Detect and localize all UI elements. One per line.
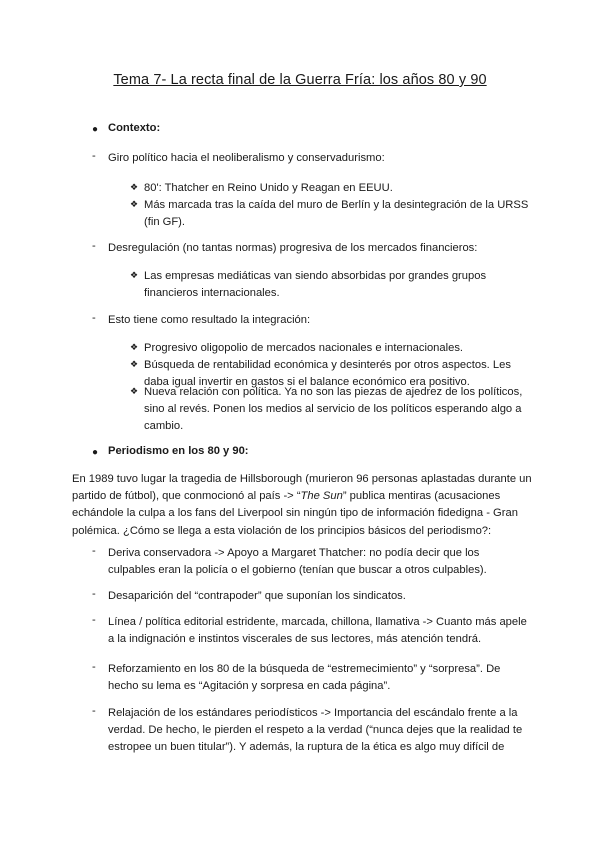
intro-text-before: En 1989 tuvo lugar la tragedia de Hillsborough (murieron 96 personas aplastadas durante un partido de fútbol), que conmocionó al país -> “ xyxy=(72,473,532,503)
context-subitem-3-2: Búsqueda de rentabilidad económica y desinterés por otros aspectos. Les daba igual invertir en gastos si el balance económico era positivo. xyxy=(144,359,511,389)
page-title: Tema 7- La recta final de la Guerra Fría: los años 80 y 90 xyxy=(113,72,487,88)
press-item-3: Línea / política editorial estridente, marcada, chillona, llamativa -> Cuanto más apele a la indignación e instintos viscerales de sus lectores, más atención tendrá. xyxy=(108,616,527,646)
section-heading-contexto: Contexto: xyxy=(108,122,161,134)
bullet-dot: ● xyxy=(92,124,99,135)
press-item-1: Deriva conservadora -> Apoyo a Margaret Thatcher: no podía decir que los culpables eran la policía o el gobierno (tenían que buscar a otros culpables). xyxy=(108,547,487,577)
context-item-1: Giro político hacia el neoliberalismo y conservadurismo: xyxy=(108,152,385,164)
context-item-3: Esto tiene como resultado la integración: xyxy=(108,314,311,326)
diamond-bullet-icon: ❖ xyxy=(130,270,139,280)
context-subitem-1-2: Más marcada tras la caída del muro de Berlín y la desintegración de la URSS (fin GF). xyxy=(144,199,529,229)
context-subitem-1-1: 80': Thatcher en Reino Unido y Reagan en EEUU. xyxy=(144,182,393,194)
dash-marker: - xyxy=(92,705,96,717)
section-heading-periodismo: Periodismo en los 80 y 90: xyxy=(108,445,249,457)
diamond-bullet-icon: ❖ xyxy=(130,182,139,192)
press-item-5: Relajación de los estándares periodísticos -> Importancia del escándalo frente a la verdad. De hecho, le pierden el respeto a la verdad (“nunca dejes que la realidad te estropee un buen titular”). Y además, la ruptura de la ética es algo muy difícil de xyxy=(108,707,523,754)
dash-marker: - xyxy=(92,312,96,324)
intro-newspaper-name: The Sun xyxy=(300,490,343,503)
dash-marker: - xyxy=(92,588,96,600)
intro-text-after: ” publica mentiras (acusaciones echándole la culpa a los fans del Liverpool sin ningún tipo de información fidedigna - Gran polémica. ¿Cómo se llega a esta violación de los principios básicos del periodismo?: xyxy=(72,490,518,537)
diamond-bullet-icon: ❖ xyxy=(130,199,139,209)
dash-marker: - xyxy=(92,150,96,162)
dash-marker: - xyxy=(92,614,96,626)
dash-marker: - xyxy=(92,661,96,673)
context-subitem-2-1: Las empresas mediáticas van siendo absorbidas por grandes grupos financieros internacionales. xyxy=(144,270,487,300)
dash-marker: - xyxy=(92,240,96,252)
context-subitem-3-1: Progresivo oligopolio de mercados nacionales e internacionales. xyxy=(144,342,464,354)
press-item-4: Reforzamiento en los 80 de la búsqueda de “estremecimiento” y “sorpresa”. De hecho su lema es “Agitación y sorpresa en cada página”. xyxy=(108,663,501,693)
context-subitem-3-3: Nueva relación con política. Ya no son las piezas de ajedrez de los políticos, sino al revés. Ponen los medios al servicio de los políticos esperando algo a cambio. xyxy=(144,386,523,433)
dash-marker: - xyxy=(92,545,96,557)
hillsborough-paragraph xyxy=(72,471,532,540)
diamond-bullet-icon: ❖ xyxy=(130,342,139,352)
context-item-2: Desregulación (no tantas normas) progresiva de los mercados financieros: xyxy=(108,242,478,254)
diamond-bullet-icon: ❖ xyxy=(130,386,139,396)
bullet-dot: ● xyxy=(92,447,99,458)
press-item-2: Desaparición del “contrapoder” que suponían los sindicatos. xyxy=(108,590,406,602)
diamond-bullet-icon: ❖ xyxy=(130,359,139,369)
